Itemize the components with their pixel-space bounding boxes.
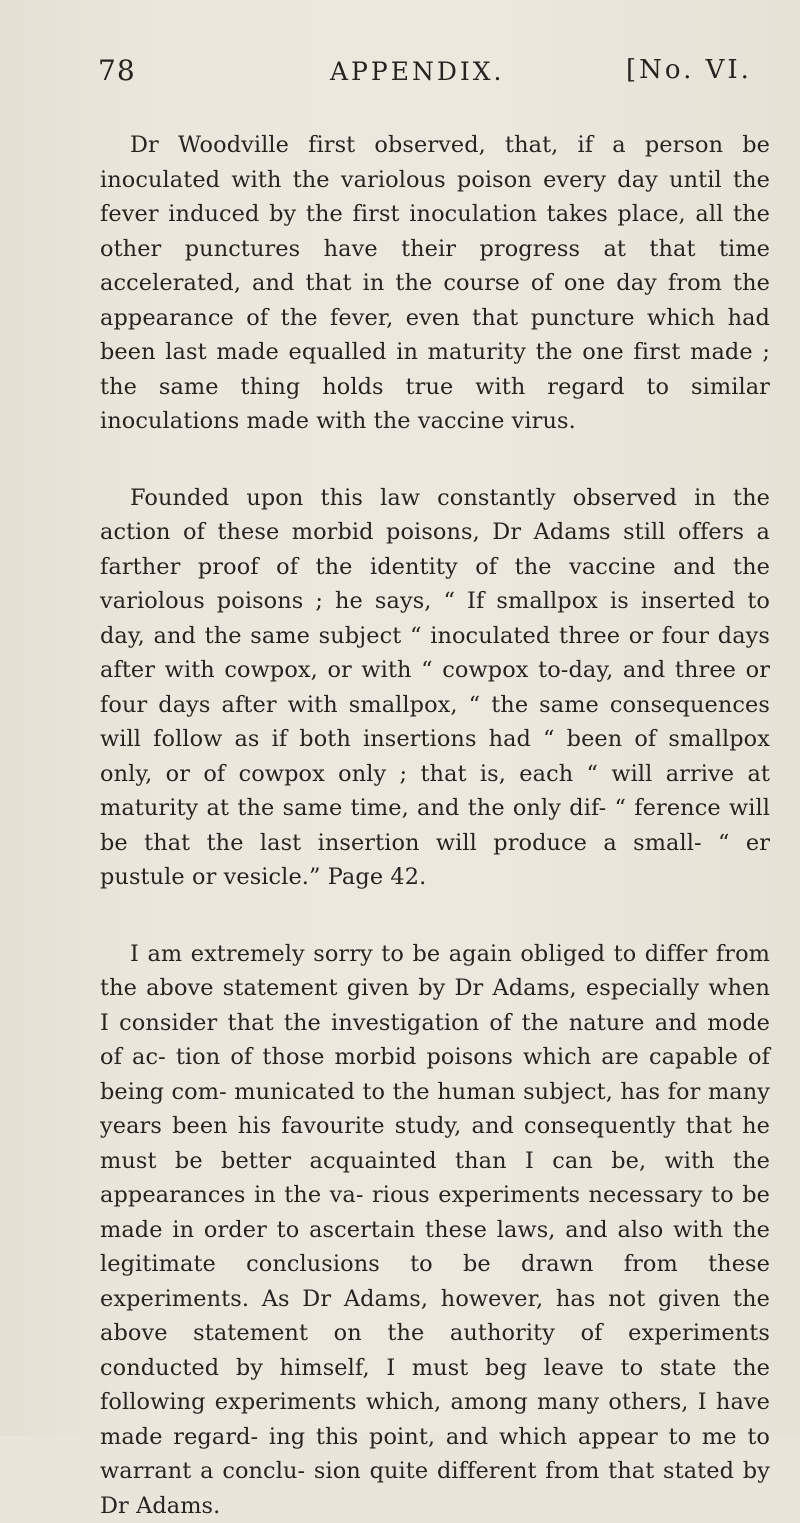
page-header <box>98 54 768 94</box>
section-number: [No. VI. <box>626 55 752 85</box>
page-number: 78 <box>98 54 136 87</box>
paragraph-adams-quote: Founded upon this law constantly observed in the action of these morbid poisons, Dr Adams still offers a farther proof of the identity of the vaccine and the variolous poisons ; he says, “ If smallpox is inserted to day, and the same subject “ inoculated three or four days after with cowpox, or with “ cowpox to-day, and three or four days after with smallpox, “ the same consequences will follow as if both insertions had “ been of smallpox only, or of cowpox only ; that is, each “ will arrive at maturity at the same time, and the only dif- “ ference will be that the last insertion will produce a small- “ er pustule or vesicle.” Page 42. <box>100 481 770 895</box>
body-text <box>100 128 770 1523</box>
running-title: APPENDIX. <box>330 57 505 86</box>
paragraph-woodville: Dr Woodville first observed, that, if a person be inoculated with the variolous poison every day until the fever induced by the first inoculation takes place, all the other punctures have their progress at that time accelerated, and that in the course of one day from the appearance of the fever, even that puncture which had been last made equalled in maturity the one first made ; the same thing holds true with regard to similar inoculations made with the vaccine virus. <box>100 128 770 439</box>
paragraph-rebuttal: I am extremely sorry to be again obliged to differ from the above statement given by Dr Adams, especially when I consider that the investigation of the nature and mode of ac- tion of those morbid poisons which are capable of being com- municated to the human subject, has for many years been his favourite study, and consequently that he must be better acquainted than I can be, with the appearances in the va- rious experiments necessary to be made in order to ascertain these laws, and also with the legitimate conclusions to be drawn from these experiments. As Dr Adams, however, has not given the above statement on the authority of experiments conducted by himself, I must beg leave to state the following experiments which, among many others, I have made regard- ing this point, and which appear to me to warrant a conclu- sion quite different from that stated by Dr Adams. <box>100 937 770 1523</box>
